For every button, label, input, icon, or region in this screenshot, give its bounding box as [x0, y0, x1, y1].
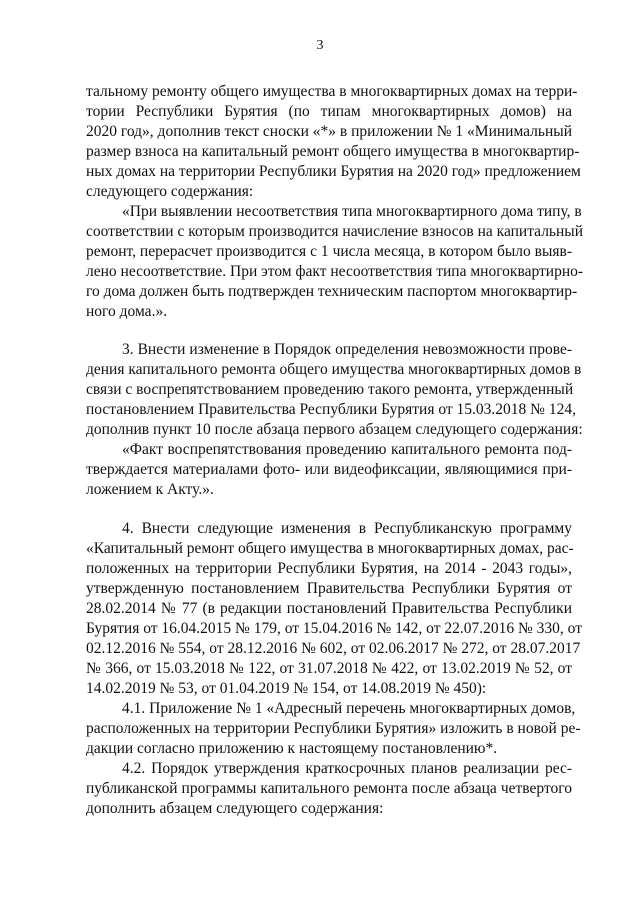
text-line: дополнив пункт 10 после абзаца первого абзацем следующего содержания:	[86, 421, 583, 438]
text-line: го дома должен быть подтвержден техническим паспортом многоквартир-	[86, 283, 578, 300]
text-line: 02.12.2016 № 554, от 28.12.2016 № 602, от 02.06.2017 № 272, от 28.07.2017	[86, 640, 581, 657]
text-line: 28.02.2014 № 77 (в редакции постановлений Правительства Республики	[86, 600, 572, 617]
text-line: следующего содержания:	[86, 183, 254, 200]
text-line: тории Республики Бурятия (по типам многоквартирных домов) на	[86, 103, 572, 120]
text-line: «Капитальный ремонт общего имущества в многоквартирных домах, рас-	[86, 540, 574, 557]
text-line: дения капитального ремонта общего имущества многоквартирных домов в	[86, 361, 582, 378]
page-number: 3	[316, 38, 324, 53]
text-line: ложением к Акту.».	[86, 481, 214, 498]
text-line: тальному ремонту общего имущества в многоквартирных домах на терри-	[86, 83, 578, 100]
text-line: ного дома.».	[86, 303, 168, 320]
text-line: утвержденную постановлением Правительства Республики Бурятия от	[86, 580, 572, 597]
text-line: постановлением Правительства Республики Бурятия от 15.03.2018 № 124,	[86, 401, 576, 418]
text-line: дополнить абзацем следующего содержания:	[86, 800, 384, 817]
text-line: расположенных на территории Республики Бурятия» изложить в новой ре-	[86, 720, 581, 737]
text-line: связи с воспрепятствованием проведению такого ремонта, утвержденный	[86, 381, 574, 398]
text-line: размер взноса на капитальный ремонт общего имущества в многоквартир-	[86, 143, 580, 160]
text-line: 2020 год», дополнив текст сноски «*» в приложении № 1 «Минимальный	[86, 123, 572, 140]
text-line: 4.2. Порядок утверждения краткосрочных планов реализации рес-	[122, 760, 572, 777]
text-line: ремонт, перерасчет производится с 1 числа месяца, в котором было выяв-	[86, 243, 572, 260]
text-line: публиканской программы капитального ремонта после абзаца четвертого	[86, 780, 572, 797]
text-line: лено несоответствие. При этом факт несоответствия типа многоквартирно-	[86, 263, 584, 280]
text-line: соответствии с которым производится начисление взносов на капитальный	[86, 223, 583, 240]
text-line: 4. Внести следующие изменения в Республиканскую программу	[122, 520, 572, 537]
text-line: дакции согласно приложению к настоящему постановлению*.	[86, 740, 498, 757]
text-line: 14.02.2019 № 53, от 01.04.2019 № 154, от 14.08.2019 № 450):	[86, 680, 487, 697]
text-line: положенных на территории Республики Бурятия, на 2014 - 2043 годы»,	[86, 560, 572, 577]
text-line: «При выявлении несоответствия типа многоквартирного дома типу, в	[122, 203, 582, 220]
text-line: ных домах на территории Республики Бурятия на 2020 год» предложением	[86, 163, 581, 180]
text-line: «Факт воспрепятствования проведению капитального ремонта под-	[122, 441, 572, 458]
text-line: тверждается материалами фото- или видеофиксации, являющимися при-	[86, 461, 572, 478]
text-line: № 366, от 15.03.2018 № 122, от 31.07.2018 № 422, от 13.02.2019 № 52, от	[86, 660, 572, 677]
text-line: Бурятия от 16.04.2015 № 179, от 15.04.2016 № 142, от 22.07.2016 № 330, от	[86, 620, 582, 637]
text-line: 3. Внести изменение в Порядок определения невозможности прове-	[122, 341, 572, 358]
text-line: 4.1. Приложение № 1 «Адресный перечень многоквартирных домов,	[122, 700, 576, 717]
